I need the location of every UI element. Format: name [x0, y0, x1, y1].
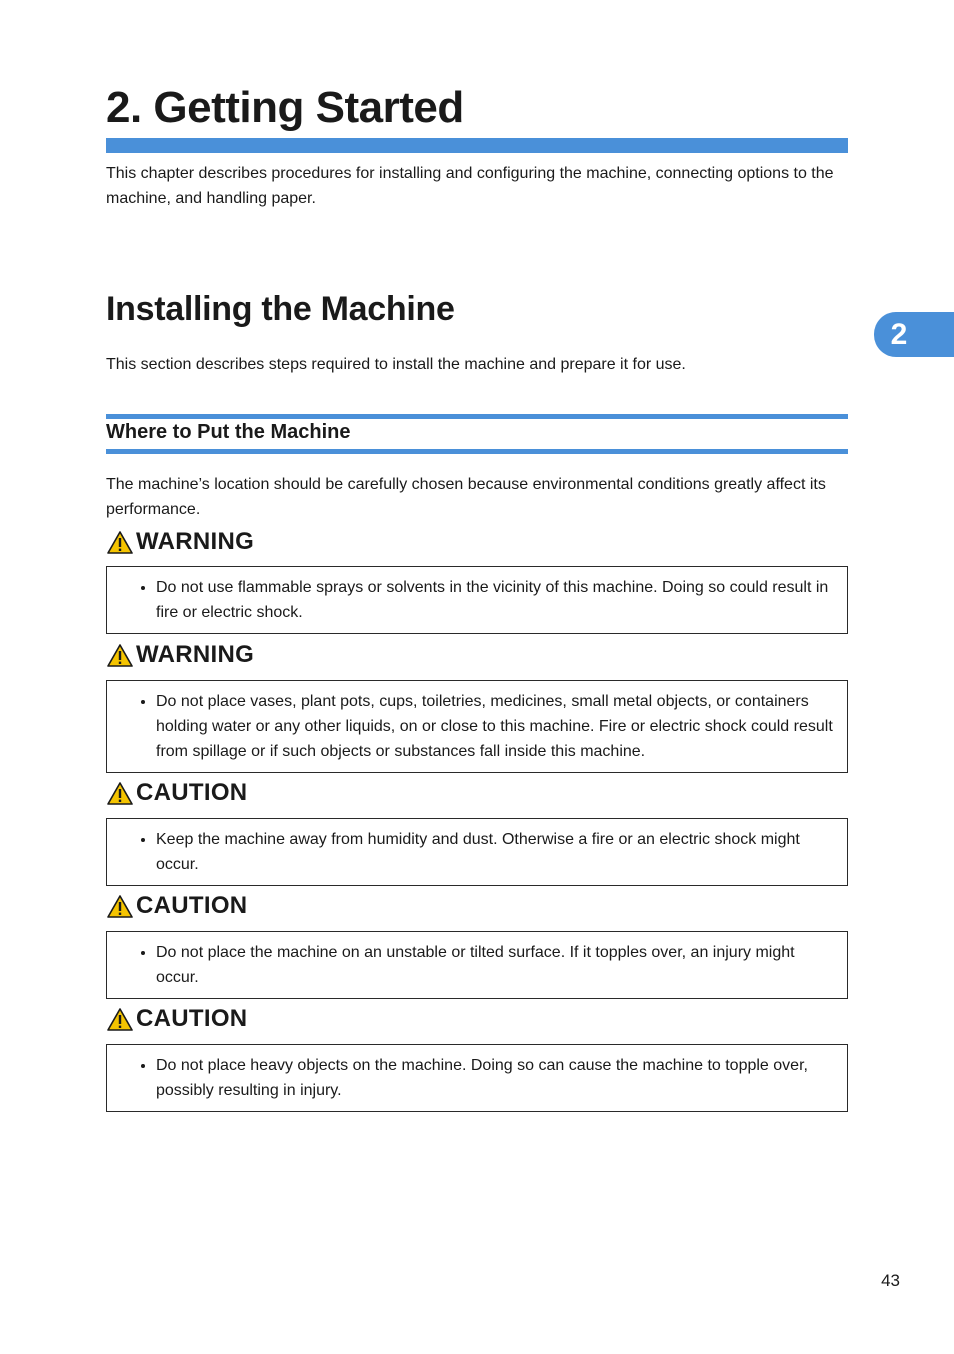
- caution-heading: [106, 892, 247, 920]
- notice-type-label: CAUTION: [136, 779, 248, 806]
- chapter-title-bar: [106, 138, 848, 153]
- warning-triangle-icon: [106, 1007, 134, 1032]
- page-number: 43: [881, 1271, 900, 1290]
- caution-heading: [106, 1005, 247, 1033]
- location-intro: The machine’s location should be carefully chosen because environmental conditions greatly affect its performance.: [106, 476, 826, 518]
- chapter-title: 2. Getting Started: [106, 83, 464, 132]
- notice-type-label: CAUTION: [136, 1005, 248, 1032]
- notice-box: [106, 818, 848, 886]
- warning-heading: [106, 528, 254, 556]
- warning-triangle-icon: [106, 643, 134, 668]
- chapter-intro: This chapter describes procedures for installing and configuring the machine, connecting options to the machine, and handling paper.: [106, 165, 834, 207]
- subsection-bottom-rule: [106, 449, 848, 454]
- notice-box: [106, 1044, 848, 1112]
- warning-triangle-icon: [106, 530, 134, 555]
- notice-text: • Do not place vases, plant pots, cups, toiletries, medicines, small metal objects, or containers holding water or any other liquids, on or close to this machine. Fire or electric shock could result from spillage or if such objects or substances fall inside this machine.: [156, 689, 833, 764]
- warning-triangle-icon: [106, 781, 134, 806]
- notice-box: [106, 680, 848, 773]
- notice-box: [106, 566, 848, 634]
- notice-text: • Keep the machine away from humidity and dust. Otherwise a fire or an electric shock might occur.: [156, 827, 833, 877]
- notice-type-label: CAUTION: [136, 892, 248, 919]
- subsection-title: Where to Put the Machine: [106, 421, 351, 443]
- chapter-tab-label: 2: [890, 318, 908, 351]
- section-intro: This section describes steps required to install the machine and prepare it for use.: [106, 356, 686, 373]
- notice-text: • Do not place the machine on an unstable or tilted surface. If it topples over, an injury might occur.: [156, 940, 833, 990]
- warning-triangle-icon: [106, 894, 134, 919]
- notice-text: • Do not use flammable sprays or solvents in the vicinity of this machine. Doing so could result in fire or electric shock.: [156, 575, 833, 625]
- caution-heading: [106, 779, 247, 807]
- section-title: Installing the Machine: [106, 290, 455, 328]
- warning-heading: [106, 641, 254, 669]
- notice-box: [106, 931, 848, 999]
- notice-type-label: WARNING: [136, 528, 255, 555]
- notice-text: • Do not place heavy objects on the machine. Doing so can cause the machine to topple over, possibly resulting in injury.: [156, 1053, 833, 1103]
- notice-type-label: WARNING: [136, 641, 255, 668]
